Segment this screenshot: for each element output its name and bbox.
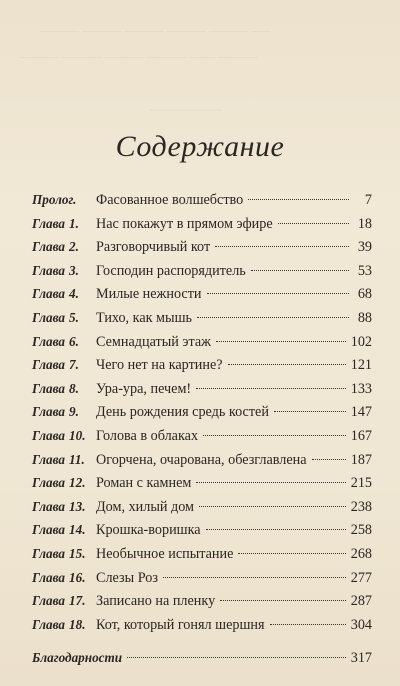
chapter-word: Глава [32, 498, 66, 514]
chapter-word: Глава [32, 404, 66, 420]
chapter-number: 17. [69, 593, 86, 609]
chapter-number: 6. [69, 333, 79, 349]
chapter-label [32, 518, 96, 542]
page-title: Содержание [115, 130, 285, 163]
chapter-label [32, 471, 96, 495]
dot-leader [203, 435, 346, 436]
chapter-label [32, 282, 96, 306]
chapter-number: 3. [69, 262, 79, 278]
chapter-word: Глава [32, 380, 66, 396]
dot-leader [207, 293, 350, 294]
toc-entry-title: Семнадцатый этаж [96, 333, 211, 350]
chapter-word: Глава [32, 286, 66, 302]
toc-page-number: 215 [350, 475, 372, 492]
toc-page-number: 88 [357, 309, 372, 326]
toc-entry-title: Роман с камнем [96, 475, 192, 492]
toc-row-acknowledgements[interactable] [32, 646, 372, 670]
table-of-contents [32, 188, 372, 670]
chapter-number: 13. [69, 498, 86, 514]
toc-row-chapter[interactable] [32, 235, 372, 259]
toc-page-number: 277 [350, 569, 372, 586]
toc-page-number: 317 [350, 650, 372, 667]
chapter-word: Глава [32, 357, 66, 373]
dot-leader [197, 317, 349, 318]
chapter-number: 11. [69, 451, 85, 467]
toc-entry-title: Крошка-воришка [96, 522, 201, 539]
toc-page-number: 68 [357, 286, 372, 303]
chapter-label [32, 613, 96, 637]
dot-leader [163, 577, 346, 578]
chapter-word: Глава [32, 593, 66, 609]
chapter-number: 4. [69, 286, 79, 302]
chapter-label [32, 542, 96, 566]
chapter-label [32, 306, 96, 330]
chapter-word: Глава [32, 616, 66, 632]
chapter-number: 14. [69, 522, 86, 538]
toc-row-chapter[interactable] [32, 448, 372, 472]
chapter-label [32, 235, 96, 259]
toc-page-number: 121 [350, 357, 372, 374]
toc-page-number: 304 [350, 616, 372, 633]
toc-row-chapter[interactable] [32, 400, 372, 424]
toc-entry-title: Кот, который гонял шершня [96, 616, 265, 633]
toc-row-chapter[interactable] [32, 424, 372, 448]
chapter-label [32, 566, 96, 590]
toc-entry-title: Тихо, как мышь [96, 309, 192, 326]
dot-leader [196, 482, 345, 483]
toc-entry-title: Дом, хилый дом [96, 498, 195, 515]
toc-row-chapter[interactable] [32, 353, 372, 377]
chapter-label [32, 212, 96, 236]
toc-page-number: 187 [350, 451, 372, 468]
chapter-number: 5. [69, 309, 79, 325]
toc-row-chapter[interactable] [32, 471, 372, 495]
toc-row-chapter[interactable] [32, 613, 372, 637]
dot-leader [248, 199, 349, 200]
chapter-label [32, 495, 96, 519]
toc-entry-title: Чего нет на картине? [96, 357, 223, 374]
toc-page-number: 287 [350, 593, 372, 610]
toc-page-number: 167 [350, 427, 372, 444]
toc-entry-title: Записано на пленку [96, 593, 216, 610]
chapter-number: 9. [69, 404, 79, 420]
chapter-label [32, 448, 96, 472]
chapter-word: Глава [32, 451, 66, 467]
toc-row-chapter[interactable] [32, 212, 372, 236]
toc-row-prologue[interactable] [32, 188, 372, 212]
toc-row-chapter[interactable] [32, 589, 372, 613]
toc-page-number: 39 [357, 239, 372, 256]
dot-leader [228, 364, 346, 365]
toc-entry-title: Господин распорядитель [96, 262, 246, 279]
toc-entry-title: Огорчена, очарована, обезглавлена [96, 451, 307, 468]
toc-entry-title: Слезы Роз [96, 569, 158, 586]
toc-row-chapter[interactable] [32, 330, 372, 354]
toc-page-number: 53 [357, 262, 372, 279]
chapter-word: Глава [32, 262, 66, 278]
chapter-word: Глава [32, 569, 66, 585]
chapter-label [32, 424, 96, 448]
dot-leader [251, 270, 349, 271]
toc-entry-title: Разговорчивый кот [96, 239, 211, 256]
dot-leader [312, 459, 346, 460]
toc-page-number: 258 [350, 522, 372, 539]
toc-row-chapter[interactable] [32, 495, 372, 519]
toc-page-number: 147 [350, 404, 372, 421]
toc-row-chapter[interactable] [32, 259, 372, 283]
toc-row-chapter[interactable] [32, 542, 372, 566]
toc-row-chapter[interactable] [32, 282, 372, 306]
toc-page-number: 102 [350, 333, 372, 350]
dot-leader [274, 411, 346, 412]
dot-leader [196, 388, 346, 389]
dot-leader [270, 624, 346, 625]
dot-leader [238, 553, 345, 554]
chapter-label [32, 589, 96, 613]
prologue-label: Пролог. [32, 192, 77, 207]
toc-row-chapter[interactable] [32, 518, 372, 542]
dot-leader [215, 246, 349, 247]
toc-row-chapter[interactable] [32, 566, 372, 590]
chapter-label [32, 330, 96, 354]
toc-row-chapter[interactable] [32, 377, 372, 401]
chapter-number: 16. [69, 569, 86, 585]
toc-entry-title: Голова в облаках [96, 427, 199, 444]
chapter-word: Глава [32, 545, 66, 561]
chapter-word: Глава [32, 475, 66, 491]
toc-entry-title: День рождения средь костей [96, 404, 269, 421]
toc-page-number: 18 [357, 215, 372, 232]
chapter-label [32, 400, 96, 424]
toc-row-chapter[interactable] [32, 306, 372, 330]
chapter-label [32, 377, 96, 401]
chapter-word: Глава [32, 333, 66, 349]
toc-page-number: 238 [350, 498, 372, 515]
toc-page-number: 133 [350, 380, 372, 397]
toc-entry-title: Нас покажут в прямом эфире [96, 215, 273, 232]
chapter-number: 18. [69, 616, 86, 632]
chapter-number: 1. [69, 215, 79, 231]
chapter-number: 15. [69, 545, 86, 561]
dot-leader [220, 600, 346, 601]
toc-entry-title: Необычное испытание [96, 545, 234, 562]
dot-leader [206, 529, 346, 530]
dot-leader [216, 341, 346, 342]
chapter-number: 2. [69, 239, 79, 255]
chapter-label [32, 259, 96, 283]
chapter-number: 8. [69, 380, 79, 396]
toc-page-number: 268 [350, 545, 372, 562]
chapter-word: Глава [32, 309, 66, 325]
toc-page-number: 7 [364, 192, 372, 208]
chapter-number: 10. [69, 427, 86, 443]
dot-leader [199, 506, 346, 507]
toc-entry-title: Фасованное волшебство [96, 192, 244, 208]
toc-entry-title: Милые нежности [96, 286, 202, 303]
chapter-label [32, 353, 96, 377]
chapter-number: 12. [69, 475, 86, 491]
show-through-text: ___ ______ ______ ______ ______ ______ ______ ____ ______ ______ ______ ______ ________ [20, 18, 271, 112]
chapter-word: Глава [32, 239, 66, 255]
toc-entry-title: Ура-ура, печем! [96, 380, 192, 397]
chapter-word: Глава [32, 427, 66, 443]
dot-leader [278, 223, 349, 224]
chapter-word: Глава [32, 522, 66, 538]
chapter-number: 7. [69, 357, 79, 373]
dot-leader [127, 657, 346, 658]
acknowledgements-label: Благодарности [32, 650, 123, 666]
chapter-word: Глава [32, 215, 66, 231]
